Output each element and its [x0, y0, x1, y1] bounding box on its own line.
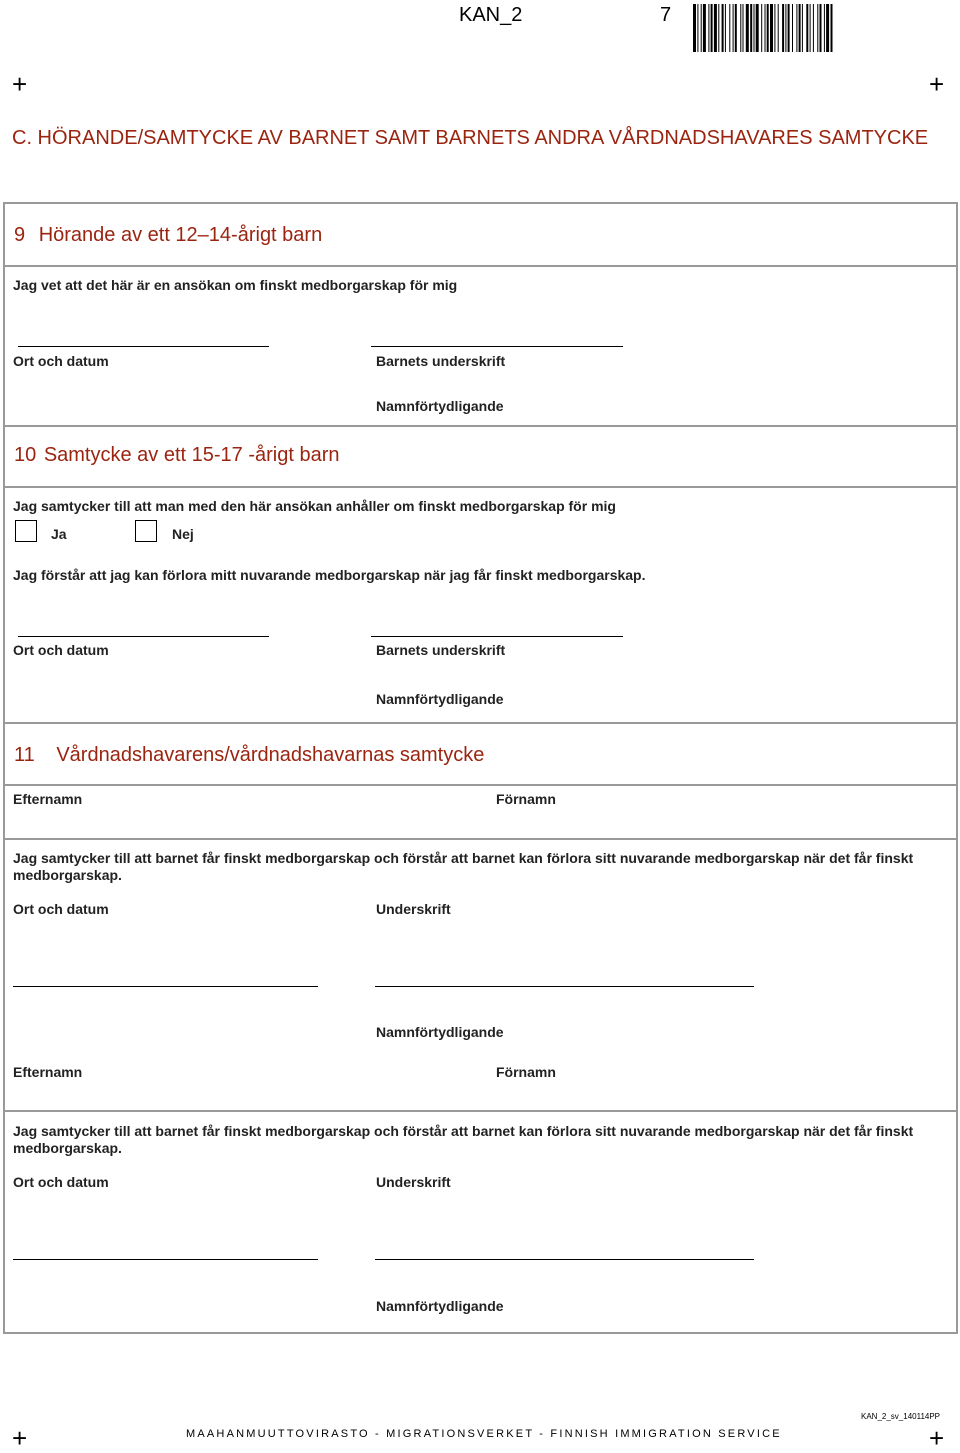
signature-label: Underskrift — [376, 901, 451, 917]
place-date-label: Ort och datum — [13, 642, 109, 658]
section-9-heading — [14, 224, 322, 247]
checkbox-yes[interactable] — [15, 520, 37, 542]
signature-line[interactable] — [375, 1259, 754, 1260]
name-clarification-label: Namnförtydligande — [376, 1024, 504, 1040]
name-clarification-label: Namnförtydligande — [376, 398, 504, 414]
form-code: KAN_2 — [459, 4, 523, 26]
divider — [3, 425, 956, 427]
checkbox-no[interactable] — [135, 520, 157, 542]
statement: Jag vet att det här är en ansökan om finskt medborgarskap för mig — [13, 277, 458, 293]
plus-mark-icon: + — [929, 69, 945, 99]
firstname-label: Förnamn — [496, 1064, 556, 1080]
barcode-icon — [693, 4, 921, 52]
signature-line[interactable] — [375, 986, 754, 987]
signature-line[interactable] — [371, 636, 623, 637]
place-date-label: Ort och datum — [13, 1174, 109, 1190]
section-title: Vårdnadshavarens/vårdnadshavarnas samtycke — [56, 744, 485, 766]
document-code: KAN_2_sv_140114PP — [861, 1412, 941, 1421]
place-date-label: Ort och datum — [13, 353, 109, 369]
divider — [3, 486, 956, 488]
statement-2: Jag förstår att jag kan förlora mitt nuvarande medborgarskap när jag får finskt medborgarskap. — [13, 567, 646, 583]
option-no-label: Nej — [172, 526, 194, 542]
option-yes-label: Ja — [51, 526, 67, 542]
section-number: 10 — [14, 444, 37, 466]
page-number: 7 — [660, 4, 672, 26]
firstname-label: Förnamn — [496, 791, 556, 807]
section-10-heading — [14, 444, 340, 467]
signature-label: Barnets underskrift — [376, 642, 506, 658]
section-title: Hörande av ett 12–14-årigt barn — [38, 224, 323, 246]
signature-label: Barnets underskrift — [376, 353, 506, 369]
consent-text: Jag samtycker till att barnet får finskt medborgarskap och förstår att barnet kan förlora sitt nuvarande medborgarskap när det får finskt medborgarskap. — [13, 850, 914, 883]
name-clarification-label: Namnförtydligande — [376, 1298, 504, 1314]
page-title: C. HÖRANDE/SAMTYCKE AV BARNET SAMT BARNETS ANDRA VÅRDNADSHAVARES SAMTYCKE — [12, 127, 929, 149]
divider — [3, 265, 956, 267]
place-date-line[interactable] — [13, 1259, 318, 1260]
section-number: 9 — [14, 224, 26, 246]
place-date-line[interactable] — [13, 986, 318, 987]
name-clarification-label: Namnförtydligande — [376, 691, 504, 707]
agency-footer: MAAHANMUUTTOVIRASTO - MIGRATIONSVERKET - FINNISH IMMIGRATION SERVICE — [186, 1428, 782, 1440]
plus-mark-icon: + — [12, 1423, 28, 1453]
place-date-line[interactable] — [18, 346, 269, 347]
plus-mark-icon: + — [929, 1423, 945, 1453]
place-date-label: Ort och datum — [13, 901, 109, 917]
divider — [3, 722, 956, 724]
place-date-line[interactable] — [18, 636, 269, 637]
section-number: 11 — [14, 744, 35, 766]
surname-label: Efternamn — [13, 1064, 83, 1080]
form-frame — [3, 202, 958, 1334]
signature-label: Underskrift — [376, 1174, 451, 1190]
divider — [3, 838, 956, 840]
statement: Jag samtycker till att man med den här ansökan anhåller om finskt medborgarskap för mig — [13, 498, 616, 514]
divider — [3, 1110, 956, 1112]
section-11-heading — [14, 744, 484, 767]
section-title: Samtycke av ett 15-17 -årigt barn — [43, 444, 340, 466]
divider — [3, 784, 956, 786]
surname-label: Efternamn — [13, 791, 83, 807]
signature-line[interactable] — [371, 346, 623, 347]
consent-text: Jag samtycker till att barnet får finskt medborgarskap och förstår att barnet kan förlora sitt nuvarande medborgarskap när det får finskt medborgarskap. — [13, 1123, 914, 1156]
plus-mark-icon: + — [12, 69, 28, 99]
